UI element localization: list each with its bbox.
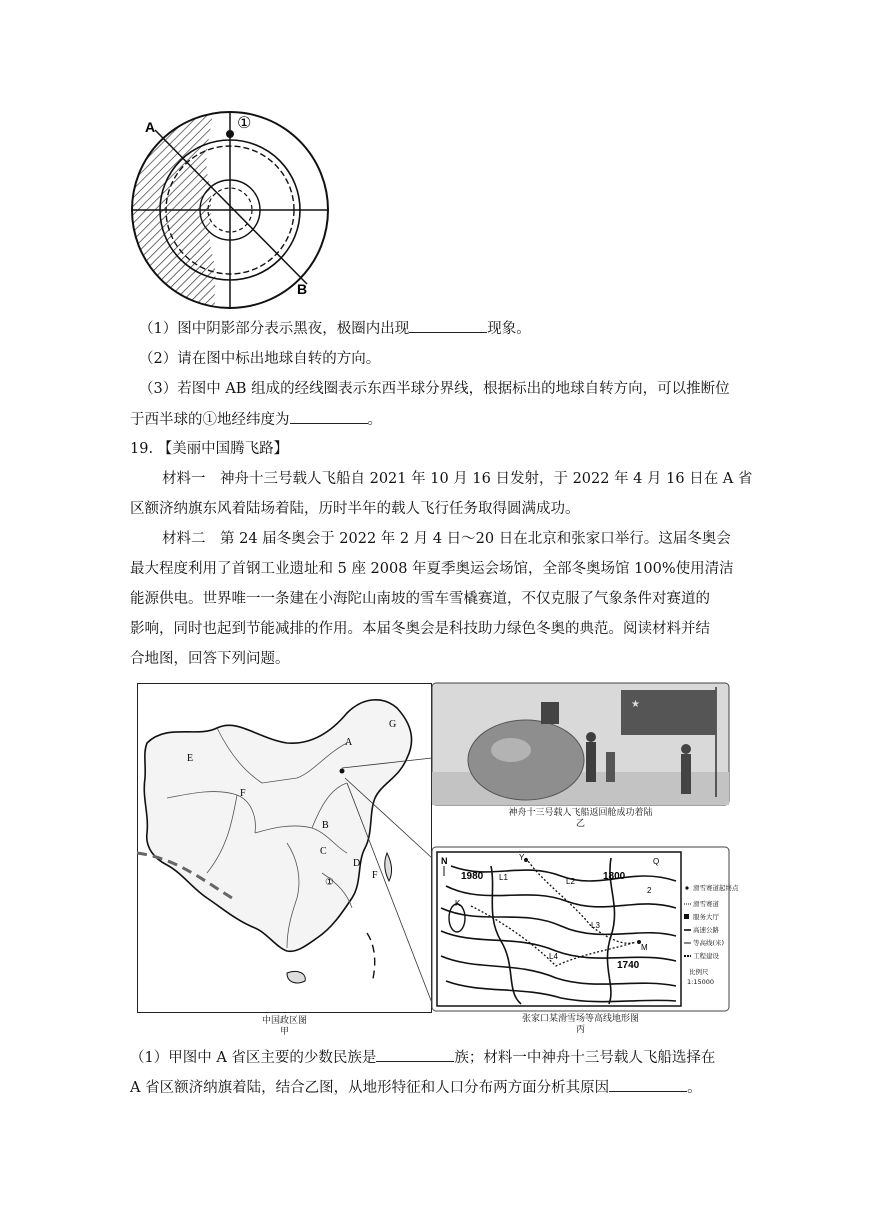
material-2-line-2: 最大程度利用了首钢工业遗址和 5 座 2008 年夏季奥运会场馆，全部冬奥场馆 100%使用清洁: [130, 561, 734, 577]
material-2-line-1: 材料二 第 24 届冬奥会于 2022 年 2 月 4 日～20 日在北京和张家口举行。这届冬奥会: [162, 531, 731, 547]
svg-text:等高线(米): 等高线(米): [693, 939, 725, 947]
material-2-line-5: 合地图，回答下列问题。: [130, 651, 290, 667]
svg-text:M: M: [641, 943, 648, 952]
section-19-title: 19. 【美丽中国腾飞路】: [130, 441, 289, 457]
material-2-line-3: 能源供电。世界唯一一条建在小海陀山南坡的雪车雪橇赛道，不仅克服了气象条件对赛道的: [130, 591, 710, 607]
map-jia-caption: 中国政区图 甲: [261, 1016, 307, 1037]
map-label-a: A: [345, 737, 353, 748]
label-b: B: [297, 281, 308, 297]
svg-text:L4: L4: [549, 952, 558, 961]
svg-text:N: N: [441, 856, 448, 866]
map-label-g: G: [389, 719, 397, 730]
svg-text:K: K: [455, 899, 461, 908]
material-1-line-1: 材料一 神舟十三号载人飞船自 2021 年 10 月 16 日发射，于 2022 年 4 月 16 日在 A 省: [162, 471, 753, 487]
photo-yi-caption: 神舟十三号载人飞船返回舱成功着陆 乙: [508, 808, 653, 829]
svg-text:工程建设: 工程建设: [693, 952, 719, 960]
answer-blank[interactable]: [376, 1047, 454, 1062]
map-label-f2: F: [372, 870, 378, 881]
svg-text:1:15000: 1:15000: [687, 978, 715, 986]
svg-text:Q: Q: [653, 857, 660, 866]
svg-text:L1: L1: [499, 873, 508, 882]
q19-1-line-2: A 省区额济纳旗着陆，结合乙图，从地形特征和人口分布两方面分析其原因 。: [130, 1077, 702, 1098]
q1-line: （1）图中阴影部分表示黑夜，极圈内出现 现象。: [139, 318, 531, 339]
map-label-b: B: [322, 820, 329, 831]
answer-blank[interactable]: [290, 409, 368, 424]
svg-text:1980: 1980: [461, 871, 484, 882]
q3-line-2: 于西半球的①地经纬度为 。: [130, 409, 382, 430]
svg-text:滑雪赛道起终点: 滑雪赛道起终点: [693, 884, 739, 892]
svg-text:L2: L2: [566, 877, 575, 886]
svg-text:1800: 1800: [603, 871, 626, 882]
label-a: A: [145, 119, 156, 135]
svg-text:比例尺: 比例尺: [689, 968, 709, 976]
answer-blank[interactable]: [409, 318, 487, 333]
point-1-marker: [226, 130, 234, 138]
landing-photo-yi: [431, 682, 730, 806]
map-label-c: C: [320, 846, 327, 857]
map-label-e: E: [187, 753, 194, 764]
q19-1-line-1: （1）甲图中 A 省区主要的少数民族是 族；材料一中神舟十三号载人飞船选择在: [130, 1047, 715, 1068]
china-map-jia: [137, 683, 432, 1015]
night-shading: [125, 112, 217, 312]
answer-blank[interactable]: [609, 1077, 687, 1092]
q2-line: （2）请在图中标出地球自转的方向。: [139, 351, 381, 367]
q3-line-1: （3）若图中 AB 组成的经线圈表示东西半球分界线，根据标出的地球自转方向，可以推断位: [139, 381, 730, 397]
map-bing-caption: 张家口某滑雪场等高线地形图 丙: [521, 1014, 639, 1035]
map-label-f: F: [240, 788, 246, 799]
flag: [621, 690, 716, 735]
svg-text:★: ★: [631, 699, 640, 710]
polar-globe-diagram: [125, 112, 335, 312]
svg-text:1740: 1740: [617, 960, 640, 971]
material-2-line-4: 影响，同时也起到节能减排的作用。本届冬奥会是科技助力绿色冬奥的典范。阅读材料并结: [130, 621, 710, 637]
svg-text:Y: Y: [519, 853, 525, 862]
contour-map-bing: [431, 846, 739, 1012]
material-1-line-2: 区额济纳旗东风着陆场着陆，历时半年的载人飞行任务取得圆满成功。: [130, 501, 580, 517]
svg-text:L3: L3: [591, 921, 600, 930]
svg-text:滑雪赛道: 滑雪赛道: [693, 900, 719, 908]
svg-text:2: 2: [647, 886, 652, 895]
svg-text:高速公路: 高速公路: [693, 926, 719, 934]
label-1: ①: [237, 113, 252, 132]
svg-text:服务大厅: 服务大厅: [693, 913, 719, 921]
map-label-d: D: [353, 858, 361, 869]
capsule: [468, 720, 584, 800]
map-label-circle1: ①: [325, 877, 334, 888]
